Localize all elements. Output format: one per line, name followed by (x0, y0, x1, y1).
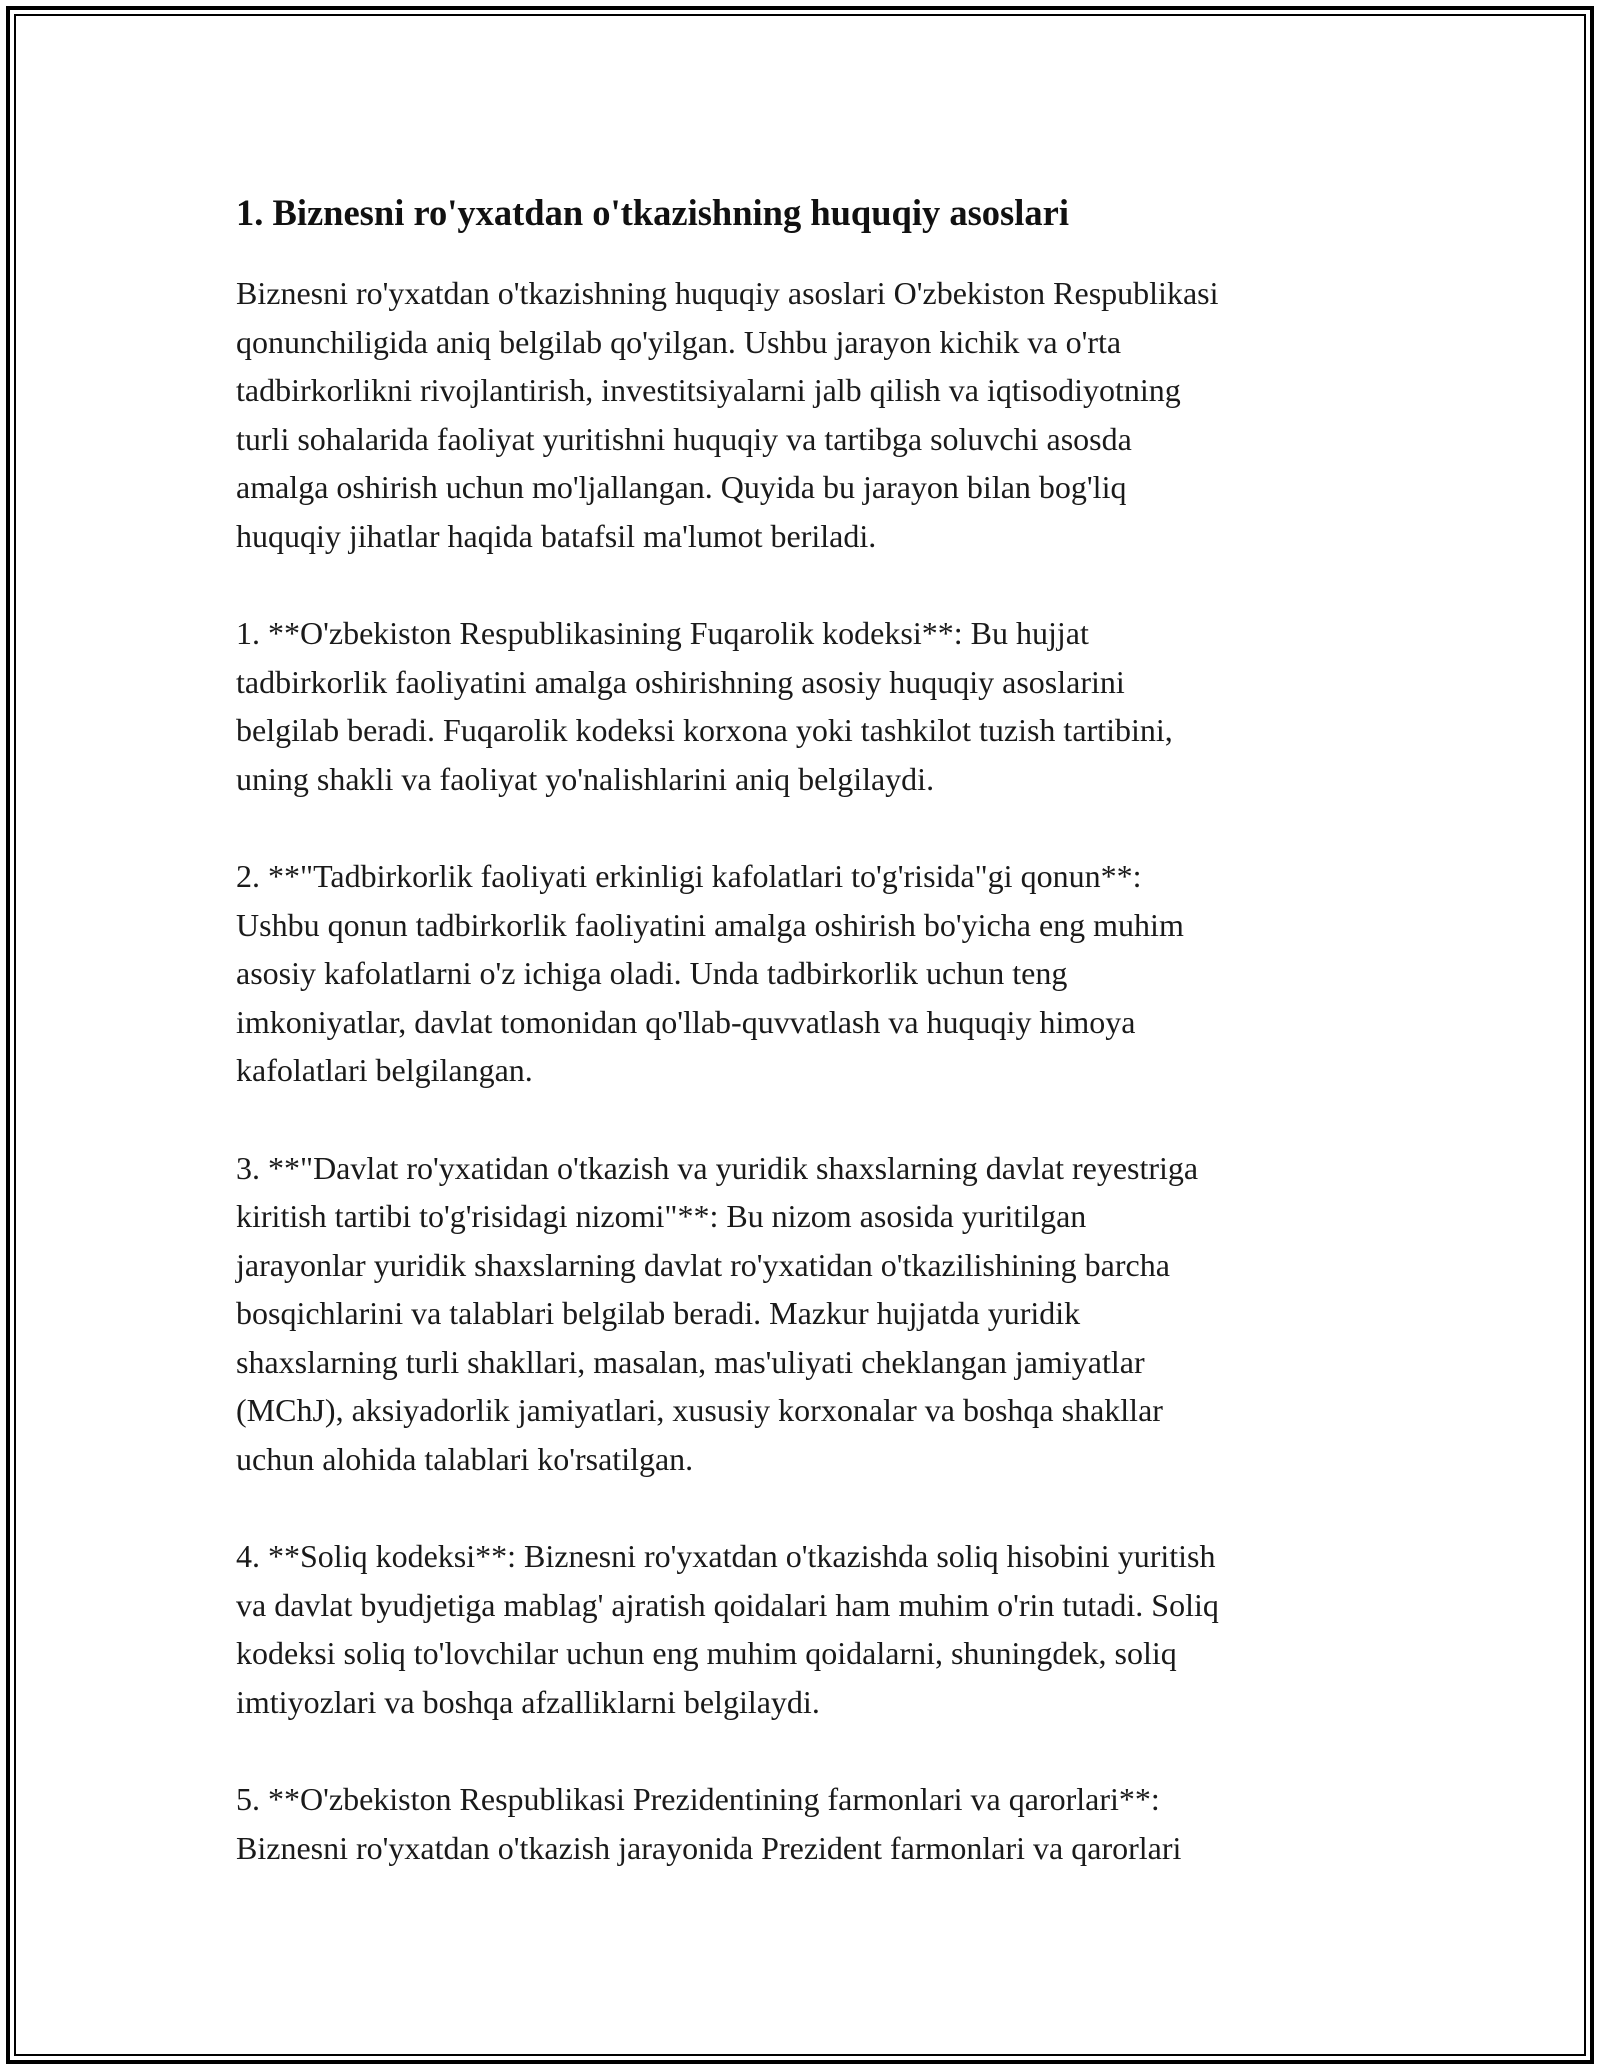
document-body (236, 186, 1386, 1921)
list-item-presidential-decrees: 5. **O'zbekiston Respublikasi Prezidentining farmonlari va qarorlari**: Biznesni ro'yxatdan o'tkazish jarayonida Prezident farmonlari va qarorlari (236, 1781, 1182, 1866)
list-item-registration-regulation: 3. **"Davlat ro'yxatidan o'tkazish va yuridik shaxslarning davlat reyestriga kiritish tartibi to'g'risidagi nizomi"**: Bu nizom asosida yuritilgan jarayonlar yuridik shaxslarning davlat ro'yxatidan o'tkazilishining barcha bosqichlarini va talablari belgilab beradi. Mazkur hujjatda yuridik shaxslarning turli shakllari, masalan, mas'uliyati cheklangan jamiyatlar (MChJ), aksiyadorlik jamiyatlari, xususiy korxonalar va boshqa shakllar uchun alohida talablari ko'rsatilgan. (236, 1149, 1199, 1477)
document-title: 1. Biznesni ro'yxatdan o'tkazishning huquqiy asoslari (236, 192, 1069, 233)
list-item-entrepreneurship-law: 2. **"Tadbirkorlik faoliyati erkinligi kafolatlari to'g'risida"gi qonun**: Ushbu qonun tadbirkorlik faoliyatini amalga oshirish bo'yicha eng muhim asosiy kafolatlarni o'z ichiga oladi. Unda tadbirkorlik uchun teng imkoniyatlar, davlat tomonidan qo'llab-quvvatlash va huquqiy himoya kafolatlari belgilangan. (236, 858, 1184, 1088)
list-item-tax-code: 4. **Soliq kodeksi**: Biznesni ro'yxatdan o'tkazishda soliq hisobini yuritish va davlat byudjetiga mablag' ajratish qoidalari ham muhim o'rin tutadi. Soliq kodeksi soliq to'lovchilar uchun eng muhim qoidalarni, shuningdek, soliq imtiyozlari va boshqa afzalliklarni belgilaydi. (236, 1538, 1219, 1720)
list-item-civil-code: 1. **O'zbekiston Respublikasining Fuqarolik kodeksi**: Bu hujjat tadbirkorlik faoliyatini amalga oshirishning asosiy huquqiy asoslarini belgilab beradi. Fuqarolik kodeksi korxona yoki tashkilot tuzish tartibini, uning shakli va faoliyat yo'nalishlarini aniq belgilaydi. (236, 615, 1173, 797)
intro-paragraph: Biznesni ro'yxatdan o'tkazishning huquqiy asoslari O'zbekiston Respublikasi qonunchiligida aniq belgilab qo'yilgan. Ushbu jarayon kichik va o'rta tadbirkorlikni rivojlantirish, investitsiyalarni jalb qilish va iqtisodiyotning turli sohalarida faoliyat yuritishni huquqiy va tartibga soluvchi asosda amalga oshirish uchun mo'ljallangan. Quyida bu jarayon bilan bog'liq huquqiy jihatlar haqida batafsil ma'lumot beriladi. (236, 275, 1219, 554)
